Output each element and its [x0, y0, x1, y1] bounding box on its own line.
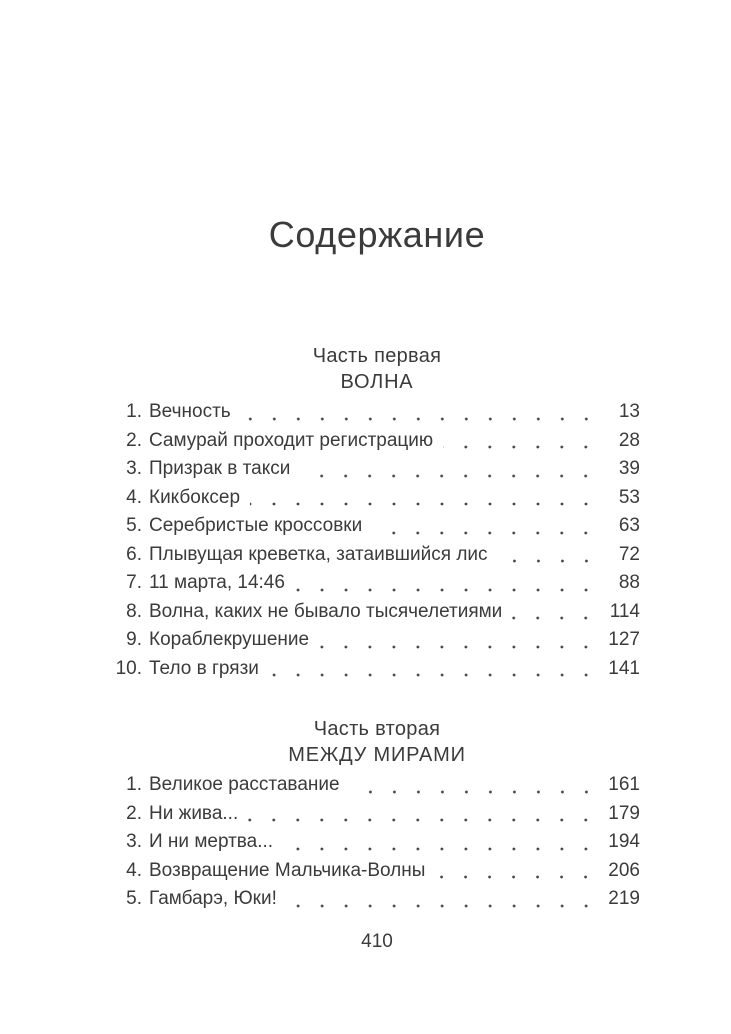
dot-leader	[295, 588, 592, 592]
dot-leader	[498, 559, 592, 563]
entry-title: И ни мертва...	[149, 831, 274, 852]
toc-entry	[114, 655, 640, 684]
folio-page-number: 410	[361, 931, 393, 952]
entry-page-number: 63	[618, 515, 640, 536]
entry-page-number: 206	[608, 859, 640, 881]
entry-number: 6.	[126, 543, 142, 565]
content-column	[114, 0, 640, 914]
entry-title: Серебристые кроссовки	[149, 515, 363, 536]
dot-leader	[248, 818, 592, 822]
entry-title: Ни жива...	[149, 802, 239, 824]
entry-title: Самурай проходит регистрацию	[149, 429, 434, 451]
entry-page-number: 127	[608, 629, 640, 650]
entry-title: Кикбоксер	[149, 486, 241, 508]
entry-page-number: 114	[609, 600, 640, 622]
dot-leader	[250, 502, 592, 506]
entry-title: Плывущая креветка, затаившийся лис	[149, 543, 488, 565]
dot-leader	[283, 847, 592, 851]
table-of-contents	[114, 343, 640, 914]
toc-entry	[114, 569, 640, 598]
dot-leader	[435, 875, 592, 879]
entry-number: 4.	[126, 859, 142, 881]
entry-number: 3.	[126, 831, 142, 852]
dot-leader	[287, 904, 592, 908]
part-title: ВОЛНА	[340, 371, 414, 393]
toc-items	[114, 398, 640, 683]
entry-page-number: 141	[608, 657, 640, 679]
entry-page-number: 88	[618, 572, 640, 593]
entry-title: Волна, каких не бывало тысячелетиями	[149, 600, 503, 622]
toc-entry	[114, 398, 640, 427]
entry-number: 8.	[126, 600, 142, 622]
entry-number: 3.	[126, 458, 142, 479]
part-title: МЕЖДУ МИРАМИ	[288, 744, 466, 766]
entry-number: 2.	[126, 429, 142, 451]
toc-entry	[114, 484, 640, 513]
toc-entry	[114, 626, 640, 655]
dot-leader	[512, 616, 592, 620]
entry-number: 5.	[126, 888, 142, 909]
dot-leader	[350, 790, 592, 794]
entry-title: Вечность	[149, 401, 231, 422]
entry-page-number: 53	[618, 486, 640, 508]
toc-entry	[114, 541, 640, 570]
entry-title: 11 марта, 14:46	[149, 572, 285, 593]
entry-title: Гамбарэ, Юки!	[149, 888, 277, 909]
entry-page-number: 39	[618, 458, 640, 479]
entry-number: 10.	[115, 657, 142, 679]
dot-leader	[269, 673, 592, 677]
toc-entry	[114, 455, 640, 484]
toc-section	[114, 716, 640, 914]
toc-entry	[114, 512, 640, 541]
dot-leader	[443, 445, 592, 449]
dot-leader	[241, 417, 592, 421]
toc-section	[114, 343, 640, 683]
toc-entry	[114, 598, 640, 627]
entry-page-number: 13	[618, 401, 640, 422]
toc-entry	[114, 427, 640, 456]
entry-number: 9.	[126, 629, 142, 650]
entry-number: 1.	[126, 401, 142, 422]
entry-number: 2.	[126, 802, 142, 824]
dot-leader	[319, 645, 592, 649]
entry-number: 4.	[126, 486, 142, 508]
entry-page-number: 194	[608, 831, 640, 852]
entry-page-number: 179	[608, 802, 640, 824]
toc-entry	[114, 771, 640, 800]
entry-title: Призрак в такси	[149, 458, 291, 479]
entry-number: 1.	[126, 774, 142, 795]
section-heading	[114, 343, 640, 395]
dot-leader	[300, 474, 592, 478]
toc-entry	[114, 885, 640, 914]
entry-number: 5.	[126, 515, 142, 536]
section-heading	[114, 716, 640, 768]
dot-leader	[372, 531, 592, 535]
entry-page-number: 161	[608, 774, 640, 795]
entry-title: Великое расставание	[149, 774, 340, 795]
toc-entry	[114, 828, 640, 857]
entry-title: Тело в грязи	[149, 657, 259, 679]
entry-number: 7.	[126, 572, 142, 593]
entry-title: Кораблекрушение	[149, 629, 310, 650]
toc-items	[114, 771, 640, 914]
part-label: Часть вторая	[313, 718, 441, 740]
toc-entry	[114, 800, 640, 829]
entry-page-number: 72	[618, 543, 640, 565]
part-label: Часть первая	[312, 345, 442, 367]
toc-entry	[114, 857, 640, 886]
entry-page-number: 28	[618, 429, 640, 451]
entry-page-number: 219	[608, 888, 640, 909]
page-title: Содержание	[268, 214, 486, 255]
entry-title: Возвращение Мальчика-Волны	[149, 859, 426, 881]
